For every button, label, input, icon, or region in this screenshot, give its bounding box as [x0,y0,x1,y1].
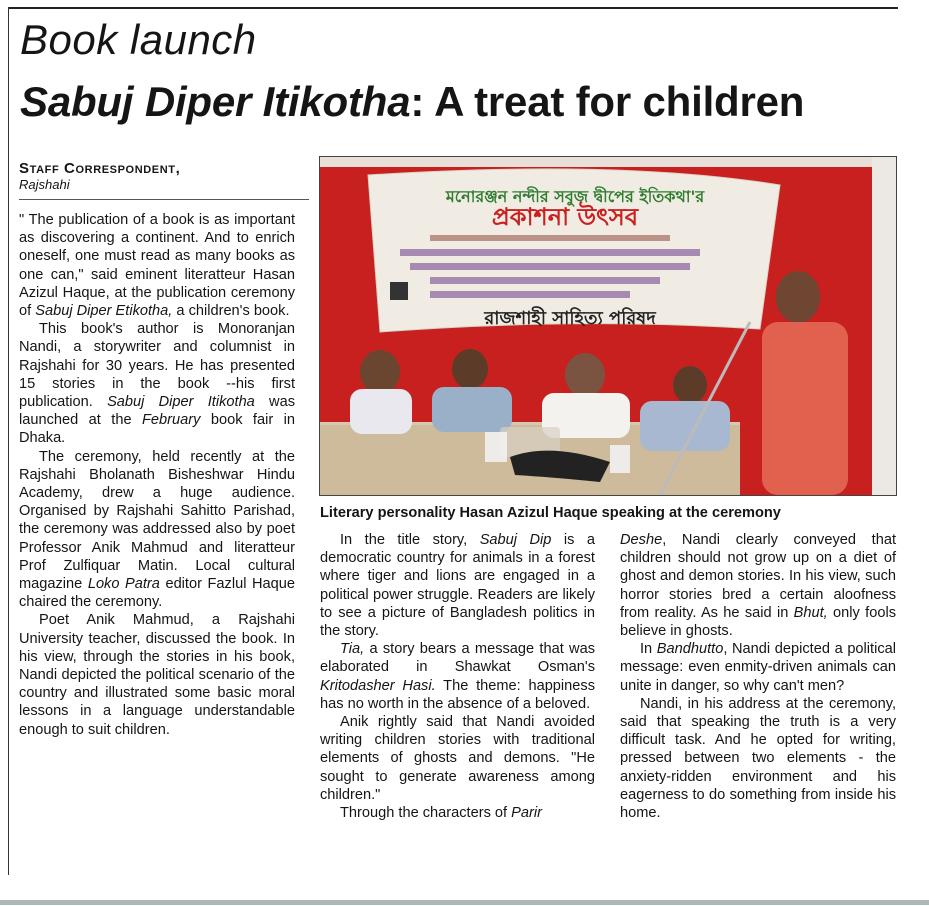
kicker: Book launch [20,16,257,63]
paragraph [19,448,295,612]
byline-location: Rajshahi [19,177,70,192]
byline-name: Staff Correspondent, [19,160,181,177]
left-rule [8,7,9,875]
text: only fools believe in ghosts. [620,604,896,640]
text: The theme: happiness has no worth in the absence of a beloved. [320,677,595,712]
paragraph [320,531,595,640]
text: The ceremony, held recently at the Rajshahi Bholanath Bisheshwar Hindu Academy, drew a huge audience. Organised by Rajshahi Sahitto Parishad, the ceremony was addressed also by poet Professor Anik Mahmud and literatteur Prof Zulfiquar Matin. Local cultural magazine [19,448,295,593]
banner-line-3: রাজশাহী সাহিত্য পরিষদ [484,308,656,329]
text: This book's author is Monoranjan Nandi, a storywriter and columnist in Rajshahi for 30 years. He has presented 15 stories in the book --his first publication. [19,321,295,411]
text: " The publication of a book is as important as discovering a continent. And to enrich oneself, one must read as many books as one can," said eminent literatteur Hasan Azizul Haque, at the publication ceremony of [19,212,295,320]
ceremony-photo [319,156,897,496]
photo-illustration [320,157,896,495]
paragraph: Nandi, in his address at the ceremony, said that speaking the truth is a very difficult task. And he opted for writing, pressed between two elements - the anxiety-ridden environment and his eagerness to do something from inside his home. [620,695,896,822]
bottom-rule [0,900,929,905]
column-3 [620,531,896,822]
photo-caption: Literary personality Hasan Azizul Haque speaking at the ceremony [320,505,781,521]
italic-text: Tia, [340,641,365,658]
paragraph [19,211,295,320]
text: is a democratic country for animals in a forest where tiger and lions are engaged in a political power struggle. Readers are likely to see a picture of Bangladesh politics in the story. [320,532,596,640]
column-2 [320,531,595,822]
top-rule [8,7,898,9]
italic-text: February [142,412,201,429]
italic-text: Sabuj Diper Itikotha [107,394,255,411]
headline-rest: : A treat for children [410,78,805,125]
byline-rule [19,199,309,200]
headline [20,78,804,126]
paragraph [320,804,595,822]
text: , Nandi depicted a political message: even enmity-driven animals can unite in danger, so why can't men? [620,641,896,694]
italic-text: Kritodasher Hasi. [320,677,436,694]
text: was launched at the [19,394,295,429]
banner-line-1: মনোরঞ্জন নন্দীর সবুজ দ্বীপের ইতিকথা'র [445,187,705,206]
italic-text: Parir [511,805,542,822]
paragraph: Poet Anik Mahmud, a Rajshahi University teacher, discussed the book. In his view, through the stories in his book, Nandi depicted the political scenario of the country and illustrated some basic moral lessons in a language understandable enough to suit children. [19,612,295,738]
paragraph [620,640,896,695]
text: In [640,641,657,658]
paragraph [320,640,595,713]
text: book fair in Dhaka. [19,412,295,447]
italic-text: Sabuj Diper Etikotha, [35,303,173,320]
byline [19,160,309,192]
paragraph [620,531,896,640]
headline-title: Sabuj Diper Itikotha [20,78,411,125]
italic-text: Bhut, [793,604,828,621]
column-1 [19,211,295,739]
banner-line-2: প্রকাশনা উৎসব [491,203,639,231]
text: a story bears a message that was elaborated in Shawkat Osman's [320,641,595,676]
italic-text: Bandhutto [656,641,724,658]
italic-text: Sabuj Dip [479,532,552,548]
text: , Nandi clearly conveyed that children should not grow up on a diet of ghost and demon stories. In his view, such horror stories bred a certain aloofness from reality. As he said in [620,532,896,621]
italic-text: Deshe [620,532,663,548]
paragraph: Anik rightly said that Nandi avoided writing children stories with traditional elements of ghosts and demons. "He sought to generate awareness among children." [320,714,595,803]
text: In the title story, [340,532,480,548]
paragraph [19,320,295,447]
italic-text: Loko Patra [87,576,160,593]
text: editor Fazlul Haque chaired the ceremony. [19,576,295,611]
text: a children's book. [172,303,290,320]
text: Through the characters of [340,805,512,822]
